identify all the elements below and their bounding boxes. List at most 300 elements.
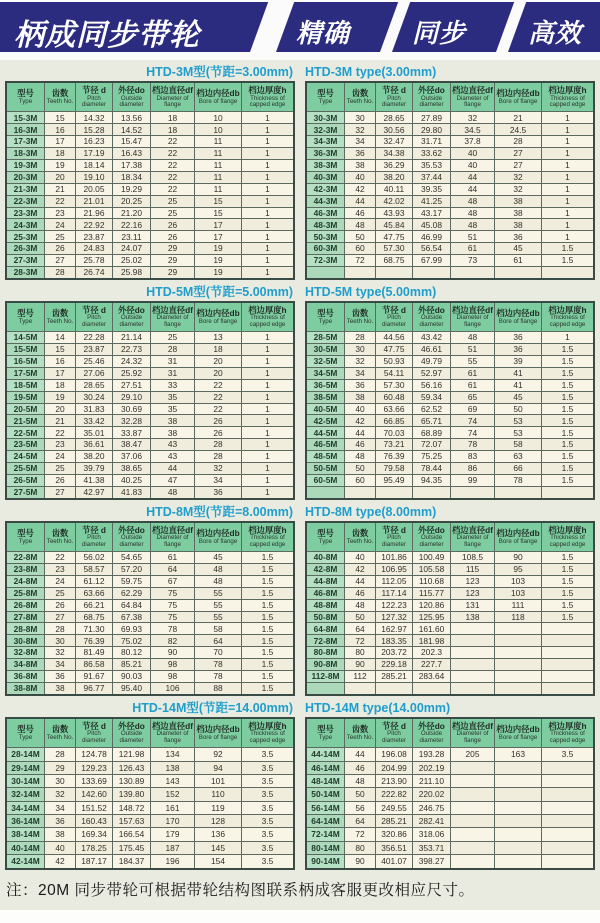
value-cell: 47 [151, 474, 195, 486]
value-cell: 64 [345, 815, 376, 828]
value-cell: 56.54 [413, 243, 451, 255]
table-row [306, 367, 594, 379]
col-header-zh: 档边内径db [196, 308, 240, 319]
value-cell: 1.5 [542, 356, 595, 368]
value-cell: 32 [451, 112, 495, 124]
table-row [306, 171, 594, 183]
col-header-zh: 档边直径df [451, 85, 494, 96]
section-title-row [5, 65, 595, 79]
value-cell: 44 [345, 427, 376, 439]
value-cell: 106.95 [376, 563, 413, 575]
value-cell: 50 [345, 788, 376, 801]
type-cell: 46-8M [306, 587, 345, 599]
col-header-en: Bore of flange [498, 537, 538, 545]
value-cell: 401.07 [376, 855, 413, 869]
table-row [6, 575, 294, 587]
col-header-zh: 档边厚度h [548, 720, 587, 731]
type-cell: 29-14M [6, 761, 45, 774]
value-cell [451, 855, 495, 869]
value-cell: 56.16 [413, 379, 451, 391]
value-cell: 1.5 [542, 563, 595, 575]
type-cell: 36-3M [306, 148, 345, 160]
value-cell: 179 [151, 828, 195, 841]
value-cell: 41.38 [76, 474, 113, 486]
type-cell: 27-8M [6, 611, 45, 623]
col-header-flange-bore [495, 522, 542, 552]
type-cell: 17-5M [6, 367, 45, 379]
value-cell: 26 [45, 243, 76, 255]
col-header-en: Thickness of capped edge [249, 730, 286, 744]
value-cell [451, 635, 495, 647]
value-cell: 45 [195, 552, 242, 564]
col-header-en: Diameter of flange [156, 534, 189, 548]
type-cell: 27-5M [6, 486, 45, 498]
col-header-thickness [242, 718, 295, 748]
value-cell [376, 266, 413, 278]
type-cell: 50-8M [306, 611, 345, 623]
value-cell: 11 [195, 183, 242, 195]
value-cell: 46 [345, 439, 376, 451]
col-header-zh: 档边直径df [451, 304, 494, 315]
footer-whitespace [0, 910, 600, 923]
table-row [306, 486, 594, 498]
col-header-zh: 档边内径db [496, 528, 540, 539]
value-cell: 44 [151, 463, 195, 475]
value-cell: 151.52 [76, 801, 113, 814]
section-title-en: HTD-8M type(8.00mm) [305, 504, 437, 519]
col-header-zh: 节径 d [382, 720, 406, 731]
col-header-type [6, 522, 45, 552]
value-cell: 62.29 [113, 587, 151, 599]
value-cell: 80.12 [113, 647, 151, 659]
value-cell: 40 [451, 159, 495, 171]
value-cell: 34 [345, 367, 376, 379]
type-cell: 17-3M [6, 136, 45, 148]
value-cell [542, 623, 595, 635]
col-header-en: Teeth No. [346, 97, 374, 105]
type-cell: 44-14M [306, 748, 345, 761]
value-cell [542, 647, 595, 659]
value-cell: 22 [45, 552, 76, 564]
col-header-en: Thickness of capped edge [549, 94, 586, 109]
col-header-en: Type [318, 733, 333, 741]
value-cell: 38.47 [113, 439, 151, 451]
type-cell: 26-8M [6, 599, 45, 611]
value-cell: 66.21 [76, 599, 113, 611]
value-cell: 68.75 [376, 255, 413, 267]
value-cell: 79.58 [376, 463, 413, 475]
col-header-en: Outside diameter [119, 94, 144, 109]
value-cell: 1.5 [542, 243, 595, 255]
header-row [6, 718, 294, 748]
value-cell: 1.5 [242, 670, 295, 682]
col-header-zh: 档边厚度h [548, 304, 587, 315]
value-cell: 30.56 [376, 124, 413, 136]
value-cell: 211.10 [413, 774, 451, 787]
value-cell: 15 [195, 207, 242, 219]
value-cell: 23 [45, 439, 76, 451]
type-cell: 50-14M [306, 788, 345, 801]
type-cell: 46-3M [306, 207, 345, 219]
value-cell: 20.05 [76, 183, 113, 195]
value-cell: 29.80 [413, 124, 451, 136]
value-cell: 27 [45, 486, 76, 498]
table-row [306, 828, 594, 841]
col-header-pitch [76, 718, 113, 748]
col-header-zh: 节径 d [82, 720, 106, 731]
value-cell: 23 [45, 563, 76, 575]
value-cell: 30 [45, 635, 76, 647]
table-row [6, 761, 294, 774]
value-cell: 36 [495, 231, 542, 243]
value-cell: 24 [45, 219, 76, 231]
value-cell: 37.44 [413, 171, 451, 183]
value-cell [542, 761, 595, 774]
header-row [6, 302, 294, 332]
value-cell: 48 [151, 486, 195, 498]
value-cell [495, 761, 542, 774]
value-cell: 1 [242, 486, 295, 498]
value-cell: 61 [451, 243, 495, 255]
value-cell [451, 659, 495, 671]
value-cell: 30.24 [76, 391, 113, 403]
value-cell: 78.44 [413, 463, 451, 475]
value-cell: 62.52 [413, 403, 451, 415]
value-cell: 61 [451, 367, 495, 379]
col-header-flange-diameter [451, 302, 495, 332]
col-header-en: Teeth No. [346, 317, 374, 325]
section-htd-5m [0, 285, 600, 500]
table-row [306, 415, 594, 427]
col-header-en: Outside diameter [419, 94, 444, 109]
type-cell: 36-5M [306, 379, 345, 391]
value-cell: 205 [451, 748, 495, 761]
col-header-zh: 型号 [317, 88, 334, 99]
value-cell: 34.5 [451, 124, 495, 136]
col-header-flange-diameter [151, 718, 195, 748]
value-cell: 24.32 [113, 356, 151, 368]
col-header-en: Bore of flange [498, 317, 538, 325]
value-cell: 161 [151, 801, 195, 814]
value-cell: 88 [195, 682, 242, 694]
value-cell: 54.65 [113, 552, 151, 564]
table-row [6, 623, 294, 635]
value-cell: 16.23 [76, 136, 113, 148]
col-header-en: Diameter of flange [456, 314, 489, 328]
col-header-teeth [345, 522, 376, 552]
value-cell: 3.5 [242, 855, 295, 869]
section-title-zh: HTD-14M型(节距=14.00mm) [132, 700, 293, 715]
type-cell: 56-14M [306, 801, 345, 814]
col-header-flange-bore [195, 302, 242, 332]
col-header-type [6, 82, 45, 112]
type-cell: 28-14M [6, 748, 45, 761]
table-row [6, 774, 294, 787]
table-row [6, 159, 294, 171]
type-cell: 42-5M [306, 415, 345, 427]
value-cell: 181.98 [413, 635, 451, 647]
section-title-zh: HTD-5M型(节距=5.00mm) [146, 284, 293, 299]
value-cell: 78 [451, 439, 495, 451]
table-row [6, 367, 294, 379]
value-cell: 32 [345, 124, 376, 136]
table-row [6, 124, 294, 136]
value-cell: 1.5 [242, 563, 295, 575]
col-header-en: Outside diameter [119, 314, 144, 328]
value-cell: 1 [242, 112, 295, 124]
type-cell: 28-3M [6, 266, 45, 278]
value-cell: 41.83 [113, 486, 151, 498]
value-cell: 1.5 [242, 587, 295, 599]
col-header-en: Outside diameter [119, 730, 144, 744]
col-header-flange-bore [495, 718, 542, 748]
value-cell: 3.5 [242, 815, 295, 828]
value-cell: 48 [195, 575, 242, 587]
value-cell: 18.14 [76, 159, 113, 171]
value-cell: 183.35 [376, 635, 413, 647]
value-cell: 40 [45, 841, 76, 854]
col-header-en: Diameter of flange [456, 94, 489, 109]
value-cell: 3.5 [242, 761, 295, 774]
table-row [6, 427, 294, 439]
value-cell: 86 [451, 463, 495, 475]
value-cell: 65 [451, 391, 495, 403]
table-row [6, 563, 294, 575]
type-cell: 44-3M [306, 195, 345, 207]
table-htd-5m-right [305, 301, 595, 499]
value-cell: 96.77 [76, 682, 113, 694]
type-cell: 34-5M [306, 367, 345, 379]
value-cell: 23 [45, 207, 76, 219]
value-cell: 1.5 [542, 611, 595, 623]
value-cell: 1 [542, 136, 595, 148]
value-cell: 16.43 [113, 148, 151, 160]
type-cell: 72-14M [306, 828, 345, 841]
value-cell: 43 [151, 439, 195, 451]
value-cell: 39.35 [413, 183, 451, 195]
value-cell: 28 [45, 623, 76, 635]
value-cell: 1.5 [542, 587, 595, 599]
value-cell: 38 [495, 195, 542, 207]
value-cell: 75 [151, 611, 195, 623]
table-row [306, 124, 594, 136]
type-cell: 42-14M [6, 855, 45, 869]
value-cell: 60.48 [376, 391, 413, 403]
value-cell: 78 [195, 659, 242, 671]
col-header-flange-diameter [451, 82, 495, 112]
type-cell: 80-14M [306, 841, 345, 854]
value-cell: 74 [451, 427, 495, 439]
type-cell: 22-3M [6, 195, 45, 207]
value-cell: 60 [345, 243, 376, 255]
value-cell: 20 [45, 403, 76, 415]
col-header-en: Type [318, 97, 333, 105]
col-header-en: Outside diameter [419, 730, 444, 744]
value-cell: 108.5 [451, 552, 495, 564]
value-cell: 44 [345, 195, 376, 207]
col-header-zh: 档边直径df [151, 85, 194, 96]
col-header-outside [113, 718, 151, 748]
value-cell: 38 [345, 391, 376, 403]
col-header-zh: 档边内径db [196, 724, 240, 735]
col-header-pitch [76, 302, 113, 332]
table-row [306, 195, 594, 207]
value-cell: 57.30 [376, 379, 413, 391]
value-cell: 1 [242, 367, 295, 379]
col-header-flange-bore [495, 302, 542, 332]
value-cell: 59.34 [413, 391, 451, 403]
col-header-en: Pitch diameter [81, 730, 107, 744]
value-cell: 28.65 [76, 379, 113, 391]
value-cell: 26 [45, 599, 76, 611]
type-cell: 38-14M [6, 828, 45, 841]
value-cell: 19.29 [113, 183, 151, 195]
col-header-en: Bore of flange [198, 733, 238, 741]
value-cell: 111 [495, 599, 542, 611]
value-cell: 100.49 [413, 552, 451, 564]
value-cell: 115 [451, 563, 495, 575]
col-header-zh: 外径do [118, 524, 145, 535]
type-cell: 36-14M [6, 815, 45, 828]
table-row [6, 552, 294, 564]
value-cell: 11 [195, 148, 242, 160]
value-cell: 22 [45, 195, 76, 207]
section-tables [5, 301, 595, 499]
table-row [306, 575, 594, 587]
col-header-zh: 档边厚度h [548, 85, 587, 96]
value-cell [376, 486, 413, 498]
table-row [6, 841, 294, 854]
value-cell: 13 [195, 332, 242, 344]
value-cell: 220.02 [413, 788, 451, 801]
section-title-row [5, 701, 595, 715]
value-cell: 75.25 [413, 451, 451, 463]
value-cell [345, 486, 376, 498]
value-cell: 32 [45, 788, 76, 801]
value-cell: 3.5 [242, 801, 295, 814]
value-cell: 54.11 [376, 367, 413, 379]
value-cell: 33.42 [76, 415, 113, 427]
value-cell: 26 [45, 474, 76, 486]
value-cell: 3.5 [242, 788, 295, 801]
value-cell: 13.56 [113, 112, 151, 124]
value-cell: 24.5 [495, 124, 542, 136]
value-cell: 1 [242, 391, 295, 403]
value-cell: 52.97 [413, 367, 451, 379]
value-cell: 19.10 [76, 171, 113, 183]
value-cell: 29 [151, 243, 195, 255]
value-cell: 320.86 [376, 828, 413, 841]
table-row [306, 635, 594, 647]
value-cell: 184.37 [113, 855, 151, 869]
value-cell: 70.03 [376, 427, 413, 439]
table-row [6, 136, 294, 148]
value-cell: 213.90 [376, 774, 413, 787]
type-cell: 24-3M [6, 219, 45, 231]
value-cell: 143 [151, 774, 195, 787]
value-cell: 39.79 [76, 463, 113, 475]
value-cell: 1 [542, 124, 595, 136]
value-cell [495, 788, 542, 801]
value-cell: 39 [495, 356, 542, 368]
col-header-zh: 齿数 [51, 724, 69, 735]
type-cell: 25-8M [6, 587, 45, 599]
value-cell: 1 [542, 183, 595, 195]
value-cell: 1.5 [242, 599, 295, 611]
value-cell: 90 [151, 647, 195, 659]
value-cell: 44 [345, 748, 376, 761]
value-cell: 25.92 [113, 367, 151, 379]
value-cell [542, 788, 595, 801]
value-cell: 38 [345, 159, 376, 171]
value-cell [451, 682, 495, 694]
value-cell: 27 [495, 148, 542, 160]
value-cell: 1.5 [542, 474, 595, 486]
value-cell: 3.5 [542, 748, 595, 761]
value-cell [542, 815, 595, 828]
value-cell: 1.5 [542, 439, 595, 451]
table-row [306, 801, 594, 814]
value-cell: 43 [151, 451, 195, 463]
value-cell [542, 486, 595, 498]
value-cell: 136 [195, 828, 242, 841]
value-cell: 15 [45, 112, 76, 124]
value-cell: 32 [345, 356, 376, 368]
value-cell: 22 [195, 391, 242, 403]
col-header-en: Thickness of capped edge [249, 94, 286, 109]
value-cell: 61 [495, 255, 542, 267]
col-header-en: Bore of flange [498, 733, 538, 741]
value-cell: 152 [151, 788, 195, 801]
type-cell: 28-8M [6, 623, 45, 635]
type-cell: 32-5M [306, 356, 345, 368]
col-header-teeth [45, 718, 76, 748]
value-cell: 25 [45, 463, 76, 475]
col-header-type [306, 718, 345, 748]
value-cell: 94.35 [413, 474, 451, 486]
value-cell: 28 [45, 748, 76, 761]
value-cell [451, 801, 495, 814]
value-cell: 38.20 [76, 451, 113, 463]
table-row [306, 855, 594, 869]
table-row [6, 183, 294, 195]
value-cell: 3.5 [242, 828, 295, 841]
value-cell: 34.38 [376, 148, 413, 160]
value-cell: 33 [151, 379, 195, 391]
value-cell [451, 841, 495, 854]
value-cell: 56 [345, 801, 376, 814]
value-cell: 67 [151, 575, 195, 587]
value-cell: 26 [151, 219, 195, 231]
value-cell: 64 [195, 635, 242, 647]
value-cell: 99 [451, 474, 495, 486]
col-header-flange-diameter [451, 522, 495, 552]
value-cell: 1 [242, 148, 295, 160]
value-cell [495, 815, 542, 828]
col-header-type [6, 718, 45, 748]
value-cell: 22.73 [113, 344, 151, 356]
value-cell: 1 [542, 159, 595, 171]
footer-note: 注：20M 同步带轮可根据带轮结构图联系柄成客服更改相应尺寸。 [6, 881, 475, 899]
value-cell: 3.5 [242, 748, 295, 761]
section-tables [5, 521, 595, 696]
value-cell: 1.5 [242, 552, 295, 564]
col-header-en: Thickness of capped edge [549, 534, 586, 548]
table-row [6, 332, 294, 344]
value-cell: 398.27 [413, 855, 451, 869]
col-header-en: Type [18, 733, 33, 741]
col-header-en: Pitch diameter [381, 94, 407, 109]
